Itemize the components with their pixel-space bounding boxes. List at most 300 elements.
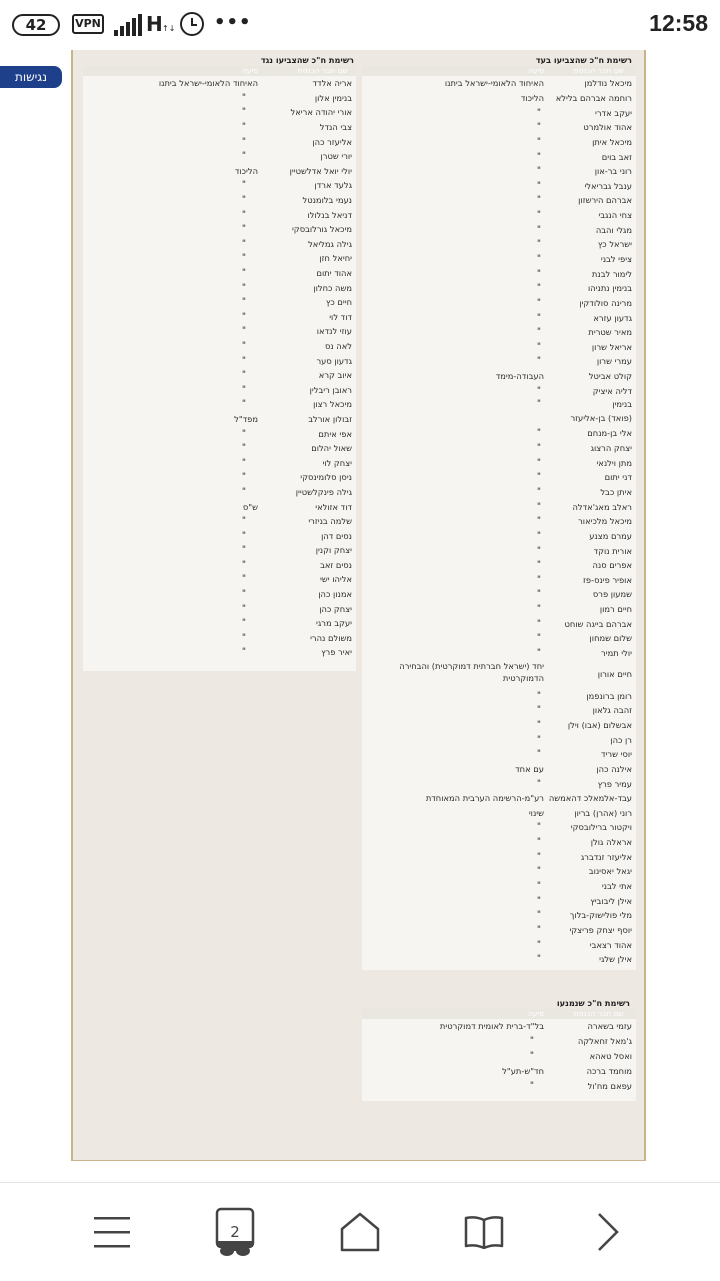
table-row [83,105,356,120]
member-name: ואסל טאהא [589,1050,632,1061]
member-faction: " [241,545,246,556]
member-faction: " [241,107,246,118]
column-header-faction: סיעה [527,1009,544,1018]
member-name: מיכאל איתן [592,136,632,147]
member-faction: רע"מ-הרשימה הערבית המאוחדת [425,793,544,804]
member-name: יולי יואל אדלשטיין [289,165,352,176]
member-faction: " [241,603,246,614]
table-row [362,426,636,441]
abstain-list-table [362,1009,636,1101]
member-name: אליהו ישי [319,574,352,585]
table-row [83,251,356,266]
member-faction: " [241,122,246,133]
table-row [362,864,636,879]
member-name: איתן כבל [600,486,632,497]
table-row [362,514,636,529]
member-name: לימור לבנת [591,268,632,279]
member-name: יצחק כהן [319,603,352,614]
member-name: עפאם מח'ול [587,1080,632,1091]
member-name: ציפי לבני [600,254,632,264]
member-name: מאיר שטרית [588,327,632,338]
member-faction: הליכוד [520,92,544,103]
column-header-faction: סיעה [241,66,258,75]
table-row [83,528,356,543]
member-faction: " [529,1050,534,1061]
table-row [362,835,636,850]
table-row [83,382,356,397]
table-row [83,76,356,91]
member-faction: " [241,370,246,381]
member-faction: " [536,690,541,701]
member-name: גדעון עזרא [593,312,632,323]
table-row [83,207,356,222]
table-row [362,573,636,588]
bookmarks-button[interactable] [424,1183,544,1281]
member-name: גלעד ארדן [314,180,352,191]
member-name: אילנה כהן [596,763,632,774]
member-faction: בל"ד-ברית לאומית דמוקרטית [439,1021,544,1032]
table-row [362,354,636,369]
member-name: אריאל שרון [591,341,632,352]
table-row [83,120,356,135]
table-row [362,455,636,470]
member-faction: " [536,939,541,950]
table-row [362,281,636,296]
member-name: חיים כץ [325,297,352,308]
member-faction: " [536,545,541,556]
table-row [83,558,356,573]
table-row [362,266,636,281]
member-faction: " [536,107,541,118]
table-row [83,499,356,514]
member-faction: " [536,443,541,454]
table-row [362,602,636,617]
member-faction: " [241,340,246,351]
member-faction: חד"ש-תע"ל [502,1065,544,1076]
member-name: זאב בוים [601,151,632,162]
member-faction: " [536,501,541,512]
member-faction: " [536,560,541,571]
table-row [362,820,636,835]
member-name: מוחמד ברכה [586,1065,632,1076]
member-faction: " [241,559,246,570]
table-row [83,455,356,470]
status-bar [0,0,720,50]
member-name: שמעון פרס [592,589,632,600]
home-icon [339,1211,381,1253]
menu-button[interactable] [52,1183,172,1281]
member-faction: " [536,734,541,745]
member-faction: " [536,356,541,367]
table-row [362,470,636,485]
member-faction: " [241,238,246,249]
member-faction: הליכוד [234,165,258,176]
member-name: יעקב מרגי [316,618,352,629]
member-faction: " [536,866,541,877]
table-row [362,776,636,791]
member-faction: " [536,254,541,264]
member-faction: " [536,574,541,585]
battery-indicator: 42 [12,14,60,36]
table-row [362,893,636,908]
member-faction: " [241,632,246,643]
member-faction: העבודה-מימד [495,371,544,382]
network-type: H [146,12,163,36]
member-name: דני יתום [604,472,632,483]
member-faction: " [536,924,541,935]
member-faction: " [241,195,246,206]
member-name: מגלי והבה [595,224,632,235]
vpn-icon: VPN [72,14,104,34]
member-faction: " [241,268,246,279]
tab-count: 2 [230,1223,240,1241]
table-row [83,178,356,193]
table-row [362,937,636,952]
member-name: רוני (אהרן) בריון [574,807,632,818]
member-name: יצחק הרצוג [590,443,632,454]
member-name: זהבה גלאון [592,705,632,716]
member-name: יולי תמיר [601,648,632,659]
member-faction: " [241,253,246,264]
table-row [362,1034,636,1049]
table-row [83,645,356,660]
member-name: עבד-אלמאלכ דהאמשה [548,793,632,804]
table-row [362,369,636,384]
table-row [83,514,356,529]
table-row [362,499,636,514]
table-row [83,324,356,339]
member-faction: " [536,136,541,147]
table-row [362,340,636,355]
page-content[interactable] [0,50,720,1180]
member-name: מלי פולישוק-בלוך [569,910,632,921]
table-row [362,120,636,135]
member-faction: " [536,239,541,250]
table-row [83,470,356,485]
home-button[interactable] [300,1183,420,1281]
member-faction: " [536,151,541,162]
member-faction: " [536,589,541,600]
table-row [83,397,356,412]
table-row [83,353,356,368]
table-row [362,1019,636,1034]
member-faction: " [536,327,541,338]
member-name: עמרם מצנע [589,530,632,541]
member-name: לאה נס [324,340,352,351]
member-name: אליעזר זנדברג [580,851,632,862]
member-faction: " [536,719,541,730]
member-name: אליעזר כהן [312,136,352,147]
member-faction: " [536,210,541,221]
member-faction: " [241,589,246,600]
table-row [362,791,636,806]
member-faction: " [536,604,541,615]
member-name: ראלב מאג'אדלה [572,501,632,512]
table-row [362,252,636,267]
member-faction: " [536,516,541,527]
member-faction: " [241,574,246,585]
for-list-title: רשימת ח"כ שהצביעו בעד [535,55,632,65]
table-row [83,339,356,354]
member-faction: " [241,384,246,395]
table-row [362,646,636,661]
member-faction: " [536,895,541,906]
member-name: זבולון אורלב [308,413,352,424]
column-header-faction: סיעה [527,66,544,75]
member-faction: " [241,355,246,366]
member-faction: " [536,428,541,439]
member-faction: " [241,472,246,483]
member-name: משולם נהרי [310,632,352,643]
table-row [83,412,356,427]
member-faction: " [241,151,246,162]
table-row [362,879,636,894]
member-faction: " [536,910,541,921]
table-row [83,149,356,164]
member-name: ויקטור ברילובסקי [570,822,632,833]
member-name: אראלה גולן [590,837,632,848]
document-page [71,50,646,1161]
member-name: איוב קרא [318,370,352,381]
table-row [362,631,636,646]
member-faction: " [536,954,541,965]
member-name: דניאל בנלולו [307,209,352,220]
alarm-icon [180,12,204,36]
table-row [83,616,356,631]
member-faction: " [536,385,541,396]
member-faction: " [241,224,246,235]
table-row [362,1078,636,1093]
member-name: אלי בן-מנחם [587,428,632,439]
table-row [83,543,356,558]
member-name: גילה גמליאל [308,238,352,249]
member-name: יוסף יצחק פריצקי [569,924,632,935]
member-name: שאול יהלום [311,443,352,454]
member-name: אהוד רצאבי [589,939,632,950]
member-name: יגאל יאסינוב [588,866,632,877]
member-faction: " [536,778,541,789]
table-row [362,398,636,410]
against-list-title: רשימת ח"כ שהצביעו נגד [260,55,354,65]
table-row [362,222,636,237]
table-row [362,805,636,820]
member-faction: " [536,880,541,891]
member-name: אהוד אולמרט [583,122,632,133]
member-faction: " [536,297,541,308]
table-row [362,178,636,193]
table-row [362,208,636,223]
table-row [362,105,636,120]
accessibility-button[interactable]: נגישות [0,66,62,88]
member-faction: האיחוד הלאומי-ישראל ביתנו [158,78,258,89]
member-name: בנימין נתניהו [588,283,632,294]
table-row [362,762,636,777]
member-name: מיכאל מלכיאור [578,516,632,527]
member-faction: " [241,297,246,308]
member-faction: " [536,180,541,191]
table-row [362,1063,636,1078]
member-name: מיכאל גורלובסקי [291,224,352,235]
table-row [83,134,356,149]
book-icon [464,1215,504,1249]
member-name: חיים רמון [599,604,632,615]
table-row [362,325,636,340]
table-row [362,193,636,208]
member-faction: " [536,749,541,760]
member-faction: יחד (ישראל חברתית דמוקרטית) והבחירה הדמוקרטית [399,661,544,684]
member-name: מתן וילנאי [596,457,632,468]
column-header-name: שם חבר הכנסת [573,66,624,75]
table-row [362,660,636,688]
member-name: ניסן סלומינסקי [300,472,352,483]
member-faction: " [536,837,541,848]
member-faction: " [241,457,246,468]
browser-nav-bar [0,1182,720,1280]
member-name: נסים דהן [321,530,352,541]
member-faction: " [536,472,541,483]
member-faction: " [536,851,541,862]
table-row [362,587,636,602]
member-name: יחיאל חזן [319,253,352,264]
table-row [83,164,356,179]
member-name: נסים זאב [320,559,352,570]
member-faction: " [529,1036,534,1047]
member-faction: " [241,136,246,147]
member-name: יצחק וקנין [315,545,352,556]
member-name: גילה פינקלשטיין [295,486,352,497]
member-name: רומן ברונפמן [586,690,632,701]
member-name: מיכאל נודלמן [584,78,632,89]
member-name: יורי שטרן [320,151,352,162]
member-name: אברהם בייגה שוחט [564,618,632,629]
member-faction: " [536,822,541,833]
member-name: אבשלום (אבו) וילן [567,719,632,730]
forward-button[interactable] [548,1183,668,1281]
member-faction: " [241,399,246,410]
member-name: צבי הנדל [319,122,352,133]
table-row [83,601,356,616]
member-name: דוד אזולאי [315,501,352,512]
member-faction: " [536,705,541,716]
chevron-right-icon [596,1212,620,1252]
member-name: משה כחלון [313,282,352,293]
table-row [83,91,356,106]
member-name: אפרים סנה [592,560,632,571]
table-row [83,222,356,237]
tabs-button[interactable] [175,1183,295,1281]
column-header-name: שם חבר הכנסת [573,1009,624,1018]
table-row [362,923,636,938]
member-name: רן כהן [610,734,632,745]
member-name: יעקב אדרי [595,107,632,118]
table-row [362,135,636,150]
clock: 12:58 [649,10,708,36]
member-faction: " [241,530,246,541]
member-name: יצחק לוי [322,457,352,468]
member-faction: " [536,312,541,323]
against-list-header [83,66,356,76]
member-faction: " [536,399,541,410]
member-faction: " [241,443,246,454]
member-name: שלום שמחון [589,633,632,644]
member-faction: " [241,282,246,293]
member-name: רוני בר-און [594,166,632,177]
member-name: אמנון כהן [318,589,352,600]
table-row [362,91,636,106]
member-name: אתי לבני [601,880,632,891]
table-row [83,266,356,281]
member-faction: " [241,486,246,497]
menu-icon [92,1215,132,1249]
member-name: מרינה סולודקין [579,297,632,308]
table-row [83,631,356,646]
member-name: דוד לוי [329,311,352,322]
member-faction: " [241,311,246,322]
member-name: חיים אורון [597,669,632,680]
table-row [362,688,636,703]
table-row [362,296,636,311]
member-faction: " [536,486,541,497]
table-row [362,849,636,864]
member-name: ישראל כץ [597,239,632,250]
table-row [83,237,356,252]
member-faction: " [536,648,541,659]
member-faction: " [536,633,541,644]
table-row [83,426,356,441]
member-faction: " [536,122,541,133]
member-name: אילן ליבוביץ [590,895,632,906]
member-faction: " [241,618,246,629]
member-faction: " [241,647,246,658]
table-row [83,280,356,295]
table-row [83,587,356,602]
table-row [362,747,636,762]
member-name: ענבל גבריאלי [584,180,632,191]
member-name: אריה אלדד [312,78,352,89]
table-row [83,368,356,383]
table-row [362,149,636,164]
member-name: ראובן ריבלין [309,384,352,395]
member-name: מיכאל רצון [313,399,352,410]
table-row [362,543,636,558]
member-name: שלמה בניזרי [308,516,352,527]
table-row [362,383,636,398]
for-list-table [362,66,636,970]
table-row [83,572,356,587]
member-name: עמיר פרץ [597,778,632,789]
against-list-table [83,66,356,671]
member-name: אורית נוקד [593,545,632,556]
table-row [362,558,636,573]
member-name: אורי יהודה אריאל [290,107,352,118]
member-name: דליה איציק [592,385,632,396]
member-faction: " [536,224,541,235]
signal-icon [114,14,142,36]
table-row [362,164,636,179]
table-row [362,616,636,631]
table-row [83,310,356,325]
abstain-list-title: רשימת ח"כ שנמנעו [556,998,630,1008]
member-faction: " [536,618,541,629]
member-name: אילן שלגי [599,954,632,965]
table-row [362,703,636,718]
table-row [362,441,636,456]
member-name: בנימין [612,399,632,410]
member-faction: " [241,180,246,191]
table-row [83,193,356,208]
member-name: אפי איתם [318,428,352,439]
member-name: נעמי בלומנטל [302,195,352,206]
